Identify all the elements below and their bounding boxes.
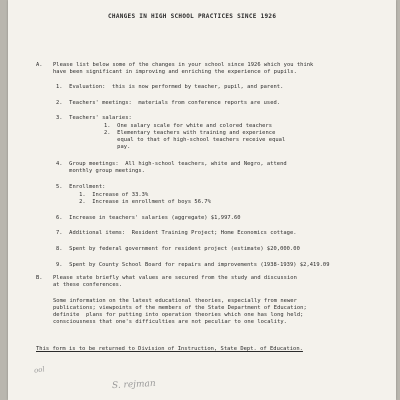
section-a-marker: A. [36, 62, 43, 68]
page-title: CHANGES IN HIGH SCHOOL PRACTICES SINCE 1926 [108, 13, 277, 20]
item-7: 7. Additional items: Resident Training Project; Home Economics cottage. [56, 230, 297, 236]
item-3-sub-2: 2. Elementary teachers with training and experience [104, 130, 276, 136]
item-5-sub-1: 1. Increase of 33.3% [56, 192, 149, 198]
item-6: 6. Increase in teachers' salaries (aggregate) $1,997.60 [56, 215, 241, 221]
item-3-sub-3: equal to that of high-school teachers receive equal [104, 137, 286, 143]
section-b-marker: B. [36, 275, 43, 281]
section-b-line-2: at these conferences. [53, 282, 123, 288]
pencil-mark: ool [33, 365, 46, 375]
item-2: 2. Teachers' meetings: materials from conference reports are used. [56, 100, 281, 106]
answer-line-3: definite plans for putting into operation theories which one has long held; [53, 312, 304, 318]
document-page [8, 0, 396, 400]
item-4-line-1: 4. Group meetings: All high-school teachers, white and Negro, attend [56, 161, 287, 167]
answer-line-2: publications; viewpoints of the members of the State Department of Education; [53, 305, 307, 311]
handwritten-signature: S. rejman [111, 378, 156, 392]
return-instructions: This form is to be returned to Division of Instruction, State Dept. of Education. [36, 346, 303, 352]
item-5-sub-2: 2. Increase in enrollment of boys 56.7% [56, 199, 211, 205]
item-3: 3. Teachers' salaries: [56, 115, 132, 121]
item-1: 1. Evaluation: this is now performed by teacher, pupil, and parent. [56, 84, 284, 90]
answer-line-1: Some information on the latest educational theories, especially from newer [53, 298, 297, 304]
section-b-line-1: Please state briefly what values are secured from the study and discussion [53, 275, 297, 281]
item-8: 8. Spent by federal government for resident project (estimate) $20,000.00 [56, 246, 300, 252]
item-9: 9. Spent by County School Board for repairs and improvements (1938-1939) $2,419.09 [56, 262, 330, 268]
item-4-line-2: monthly group meetings. [56, 168, 145, 174]
answer-line-4: consciousness that one's difficulties are not peculiar to one locality. [53, 319, 287, 325]
item-5: 5. Enrollment: [56, 184, 106, 190]
section-a-intro-line-2: have been significant in improving and enriching the experience of pupils. [53, 69, 297, 75]
item-3-sub-4: pay. [104, 144, 131, 150]
section-a-intro-line-1: Please list below some of the changes in your school since 1926 which you think [53, 62, 314, 68]
item-3-sub-1: 1. One salary scale for white and colored teachers [104, 123, 273, 129]
